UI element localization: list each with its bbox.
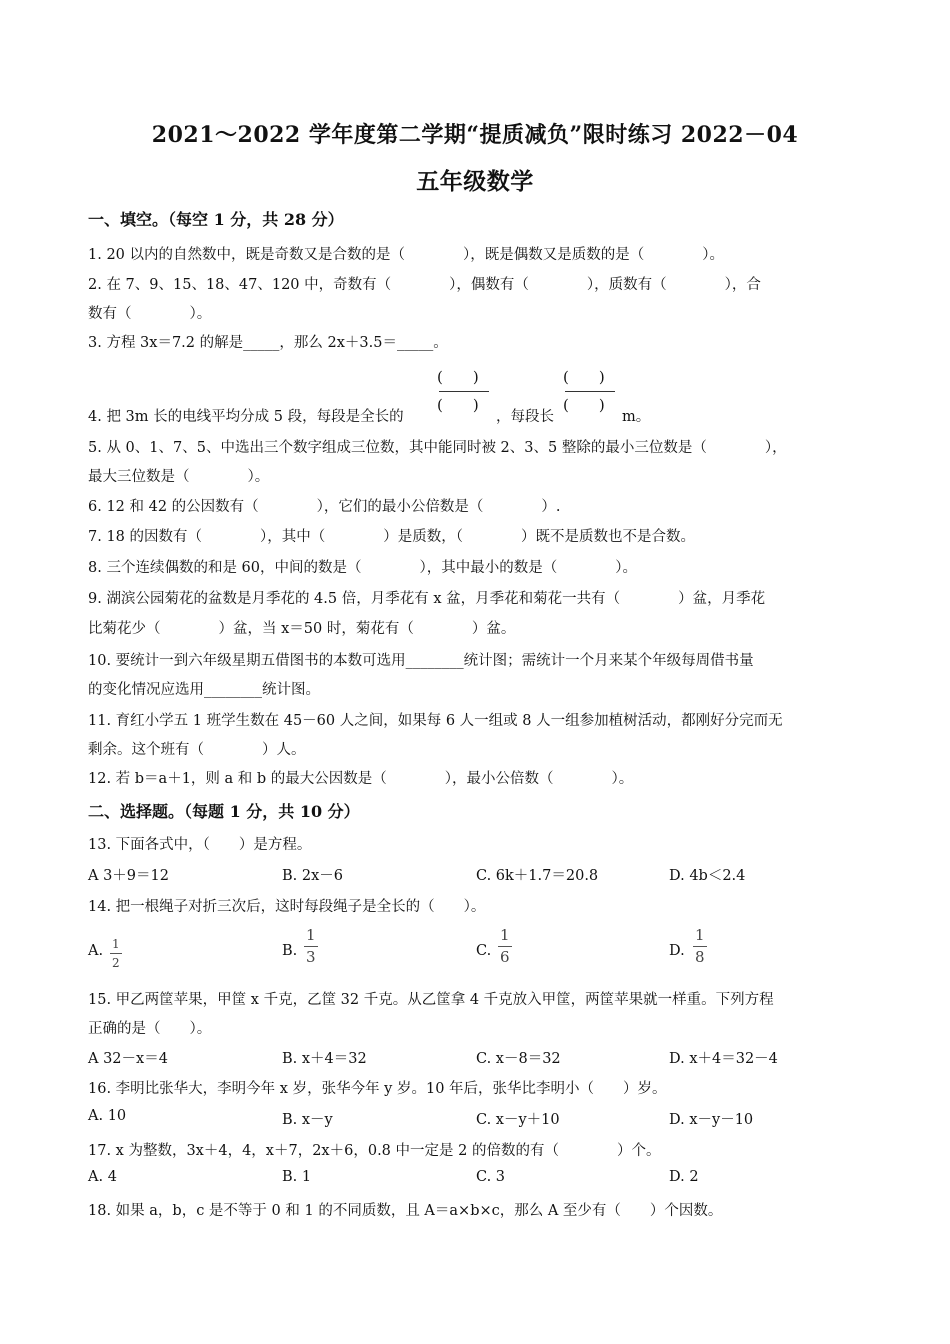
q17-option-c: C. 3 <box>476 1169 506 1185</box>
question-13: 13. 下面各式中，（ ）是方程。 <box>88 837 312 853</box>
question-11-line-1: 11. 育红小学五 1 班学生数在 45－60 人之间，如果每 6 人一组或 8 人一组参加植树活动，都刚好分完而无 <box>88 713 783 729</box>
fraction-blank-1-numerator: ( ) <box>437 368 479 386</box>
fraction-blank-2 <box>563 366 619 418</box>
question-11-line-2: 剩余。这个班有（ ）人。 <box>88 742 306 758</box>
question-15-line-1: 15. 甲乙两筐苹果，甲筐 x 千克，乙筐 32 千克。从乙筐拿 4 千克放入甲筐，两筐苹果就一样重。下列方程 <box>88 992 774 1008</box>
q14-option-d-label: D. <box>669 943 685 959</box>
q14-option-a-label: A. <box>88 943 104 959</box>
fraction-denominator: 3 <box>306 948 316 966</box>
question-15-line-2: 正确的是（ ）。 <box>88 1021 212 1037</box>
q16-option-b: B. x－y <box>282 1112 333 1128</box>
q16-option-c: C. x－y＋10 <box>476 1112 560 1128</box>
question-12: 12. 若 b＝a＋1，则 a 和 b 的最大公因数是（ ），最小公倍数（ ）。 <box>88 771 634 787</box>
question-4-text-2: ，每段长 <box>496 409 554 425</box>
question-5-line-2: 最大三位数是（ ）。 <box>88 469 270 485</box>
fraction-bar <box>439 391 489 392</box>
q17-option-b: B. 1 <box>282 1169 312 1185</box>
question-10-line-2: 的变化情况应选用________统计图。 <box>88 682 320 698</box>
q13-option-c: C. 6k＋1.7＝20.8 <box>476 868 599 884</box>
question-10-line-1: 10. 要统计一到六年级星期五借图书的本数可选用________统计图；需统计一个月来某个年级每周借书量 <box>88 653 754 669</box>
fraction-denominator: 6 <box>500 948 510 966</box>
fraction-numerator: 1 <box>500 926 510 944</box>
fraction-bar <box>565 391 615 392</box>
q14-option-c-fraction <box>498 928 512 965</box>
q16-option-a: A. 10 <box>88 1108 127 1124</box>
q14-option-a-fraction <box>110 938 122 969</box>
section-2-heading: 二、选择题。（每题 1 分，共 10 分） <box>88 802 360 821</box>
fraction-numerator: 1 <box>695 926 705 944</box>
fraction-blank-2-denominator: ( ) <box>563 396 605 414</box>
question-1: 1. 20 以内的自然数中，既是奇数又是合数的是（ ），既是偶数又是质数的是（ ）。 <box>88 247 724 263</box>
fraction-denominator: 8 <box>695 948 705 966</box>
q15-option-c: C. x－8＝32 <box>476 1051 561 1067</box>
q15-option-a: A 32－x＝4 <box>88 1051 168 1067</box>
question-9-line-2: 比菊花少（ ）盆，当 x＝50 时，菊花有（ ）盆。 <box>88 621 516 637</box>
fraction-bar <box>304 946 318 947</box>
q13-option-d: D. 4b＜2.4 <box>669 868 746 884</box>
fraction-denominator: 2 <box>112 956 120 970</box>
fraction-blank-1 <box>437 366 493 418</box>
fraction-numerator: 1 <box>112 937 120 951</box>
question-2-line-2: 数有（ ）。 <box>88 306 212 322</box>
q15-option-d: D. x＋4＝32－4 <box>669 1051 778 1067</box>
q15-option-b: B. x＋4＝32 <box>282 1051 367 1067</box>
question-4-unit: m。 <box>622 409 651 425</box>
q14-option-d-fraction <box>693 928 707 965</box>
question-6: 6. 12 和 42 的公因数有（ ），它们的最小公倍数是（ ）. <box>88 499 561 515</box>
question-7: 7. 18 的因数有（ ），其中（ ）是质数，（ ）既不是质数也不是合数。 <box>88 529 695 545</box>
q13-option-a: A 3＋9＝12 <box>88 868 169 884</box>
fraction-bar <box>693 946 707 947</box>
fraction-blank-2-numerator: ( ) <box>563 368 605 386</box>
question-5-line-1: 5. 从 0、1、7、5、中选出三个数字组成三位数，其中能同时被 2、3、5 整除的最小三位数是（ ）， <box>88 440 787 456</box>
question-14: 14. 把一根绳子对折三次后，这时每段绳子是全长的（ ）。 <box>88 899 486 915</box>
question-2-line-1: 2. 在 7、9、15、18、47、120 中，奇数有（ ），偶数有（ ），质数有（ ），合 <box>88 277 761 293</box>
question-18: 18. 如果 a，b，c 是不等于 0 和 1 的不同质数，且 A＝a×b×c，那么 A 至少有（ ）个因数。 <box>88 1203 723 1219</box>
q17-option-d: D. 2 <box>669 1169 699 1185</box>
question-4-text: 4. 把 3m 长的电线平均分成 5 段，每段是全长的 <box>88 409 404 425</box>
q14-option-c-label: C. <box>476 943 492 959</box>
q14-option-b-label: B. <box>282 943 298 959</box>
fraction-bar <box>110 953 122 954</box>
fraction-blank-1-denominator: ( ) <box>437 396 479 414</box>
q16-option-d: D. x－y－10 <box>669 1112 754 1128</box>
q14-option-b-fraction <box>304 928 318 965</box>
page-subtitle: 五年级数学 <box>416 168 534 195</box>
q13-option-b: B. 2x－6 <box>282 868 344 884</box>
question-8: 8. 三个连续偶数的和是 60，中间的数是（ ），其中最小的数是（ ）。 <box>88 560 638 576</box>
page-title: 2021～2022 学年度第二学期“提质减负”限时练习 2022－04 <box>151 122 799 148</box>
fraction-numerator: 1 <box>306 926 316 944</box>
question-3: 3. 方程 3x＝7.2 的解是_____，那么 2x＋3.5＝_____。 <box>88 335 448 351</box>
question-9-line-1: 9. 湖滨公园菊花的盆数是月季花的 4.5 倍，月季花有 x 盆，月季花和菊花一共有（ ）盆，月季花 <box>88 591 766 607</box>
q17-option-a: A. 4 <box>88 1169 117 1185</box>
section-1-heading: 一、填空。（每空 1 分，共 28 分） <box>88 210 344 229</box>
question-17: 17. x 为整数，3x＋4，4，x＋7，2x＋6，0.8 中一定是 2 的倍数的有（ ）个。 <box>88 1143 661 1159</box>
fraction-bar <box>498 946 512 947</box>
question-16: 16. 李明比张华大，李明今年 x 岁，张华今年 y 岁。10 年后，张华比李明小（ ）岁。 <box>88 1081 667 1097</box>
